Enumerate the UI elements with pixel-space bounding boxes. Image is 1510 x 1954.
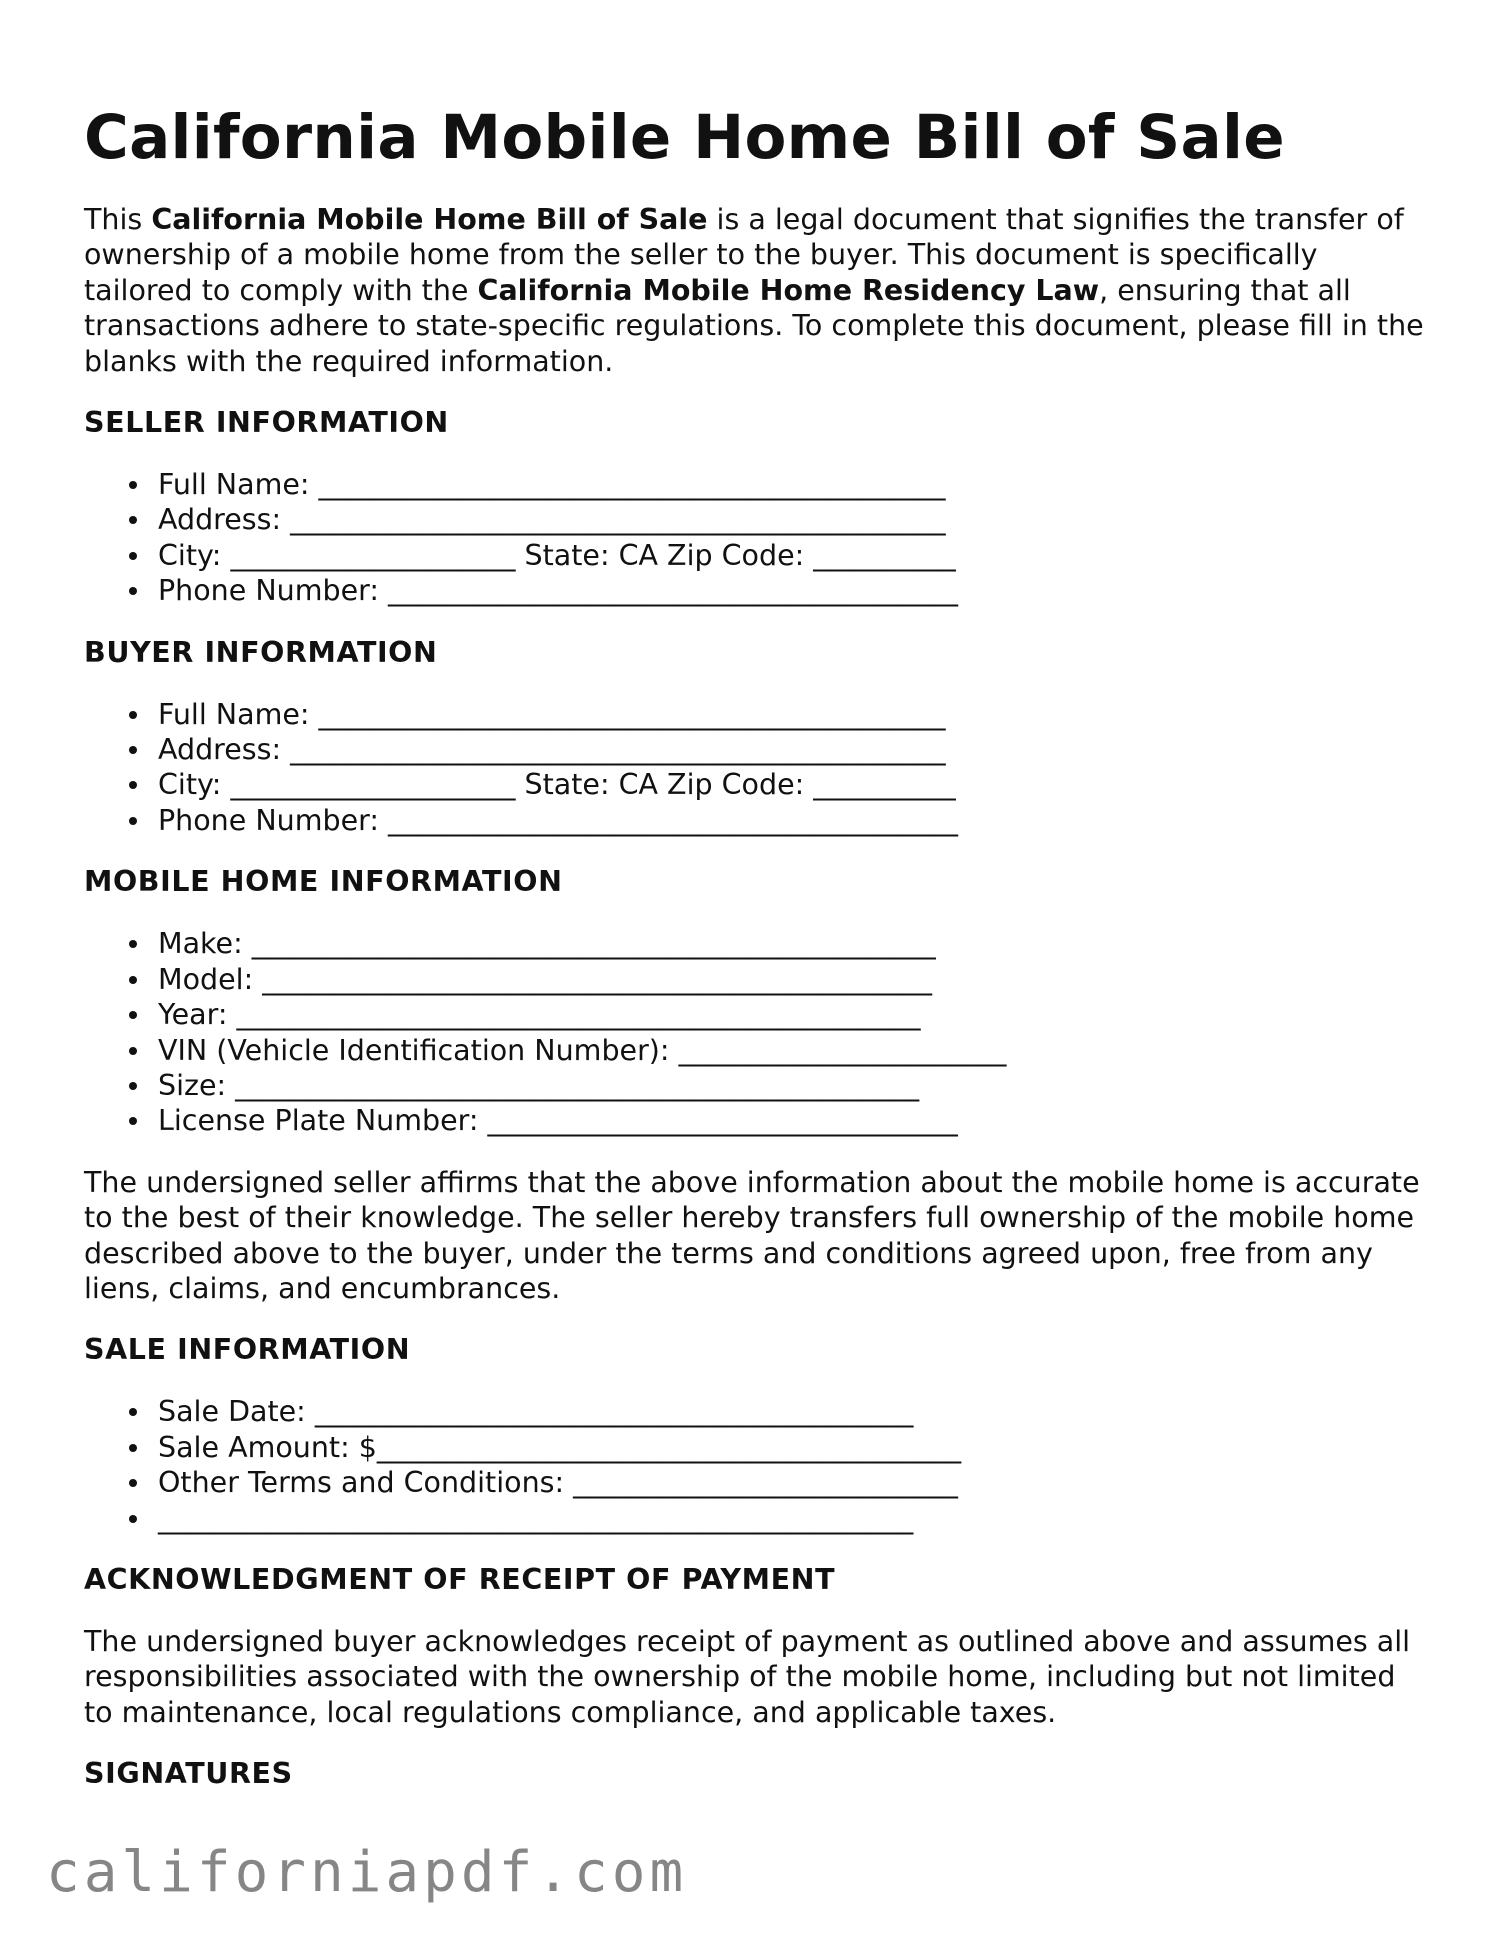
buyer-phone-field[interactable]: Phone Number: ________________________________________ <box>158 803 1424 838</box>
acknowledgment-heading: ACKNOWLEDGMENT OF RECEIPT OF PAYMENT <box>84 1562 836 1596</box>
intro-text-3: , ensuring that all transactions adhere to state-specific regulations. To complete this document, please fill in the blanks with the required information. <box>84 273 1424 378</box>
intro-paragraph <box>84 202 1424 379</box>
buyer-address-field[interactable]: Address: ______________________________________________ <box>158 732 1424 767</box>
sale-amount-field[interactable]: Sale Amount: $_________________________________________ <box>158 1430 1424 1465</box>
document-page <box>84 100 1424 1818</box>
other-terms-continued-field[interactable]: _____________________________________________________ <box>158 1501 1424 1536</box>
document-title: California Mobile Home Bill of Sale <box>84 102 1285 173</box>
seller-phone-field[interactable]: Phone Number: ________________________________________ <box>158 573 1424 608</box>
sale-heading: SALE INFORMATION <box>84 1333 411 1367</box>
license-plate-field[interactable]: License Plate Number: _________________________________ <box>158 1103 1424 1138</box>
buyer-city-state-zip-field[interactable]: City: ____________________ State: CA Zip Code: __________ <box>158 767 1424 802</box>
intro-text-1: This <box>84 203 152 236</box>
buyer-heading: BUYER INFORMATION <box>84 635 438 669</box>
vin-field[interactable]: VIN (Vehicle Identification Number): _______________________ <box>158 1033 1424 1068</box>
intro-bold-2: California Mobile Home Residency Law <box>477 273 1100 307</box>
year-field[interactable]: Year: ________________________________________________ <box>158 997 1424 1032</box>
seller-heading: SELLER INFORMATION <box>84 406 449 440</box>
other-terms-field[interactable]: Other Terms and Conditions: ___________________________ <box>158 1465 1424 1500</box>
make-field[interactable]: Make: ________________________________________________ <box>158 926 1424 961</box>
size-field[interactable]: Size: ________________________________________________ <box>158 1068 1424 1103</box>
buyer-list <box>84 697 1424 839</box>
signatures-heading: SIGNATURES <box>84 1757 293 1791</box>
mobile-home-list <box>84 926 1424 1138</box>
seller-list <box>84 467 1424 609</box>
model-field[interactable]: Model: _______________________________________________ <box>158 962 1424 997</box>
acknowledgment-paragraph: The undersigned buyer acknowledges receipt of payment as outlined above and assumes all responsibilities associated with the ownership of the mobile home, including but not limited to maintenance, local regulations compliance, and applicable taxes. <box>84 1624 1411 1729</box>
seller-full-name-field[interactable]: Full Name: ____________________________________________ <box>158 467 1424 502</box>
sale-date-field[interactable]: Sale Date: __________________________________________ <box>158 1394 1424 1429</box>
intro-text-2: is a legal document that signifies the transfer of ownership of a mobile home from the seller to the buyer. This document is specifically tailored to comply with the <box>84 203 1404 307</box>
intro-bold-1: California Mobile Home Bill of Sale <box>151 203 708 236</box>
seller-address-field[interactable]: Address: ______________________________________________ <box>158 502 1424 537</box>
seller-affirmation-paragraph: The undersigned seller affirms that the above information about the mobile home is accurate to the best of their knowledge. The seller hereby transfers full ownership of the mobile home described above to the buyer, under the terms and conditions agreed upon, free from any liens, claims, and encumbrances. <box>84 1165 1420 1305</box>
buyer-full-name-field[interactable]: Full Name: ____________________________________________ <box>158 697 1424 732</box>
sale-list <box>84 1394 1424 1536</box>
watermark: californiapdf.com <box>46 1840 688 1905</box>
mobile-home-heading: MOBILE HOME INFORMATION <box>84 865 563 899</box>
seller-city-state-zip-field[interactable]: City: ____________________ State: CA Zip Code: __________ <box>158 538 1424 573</box>
